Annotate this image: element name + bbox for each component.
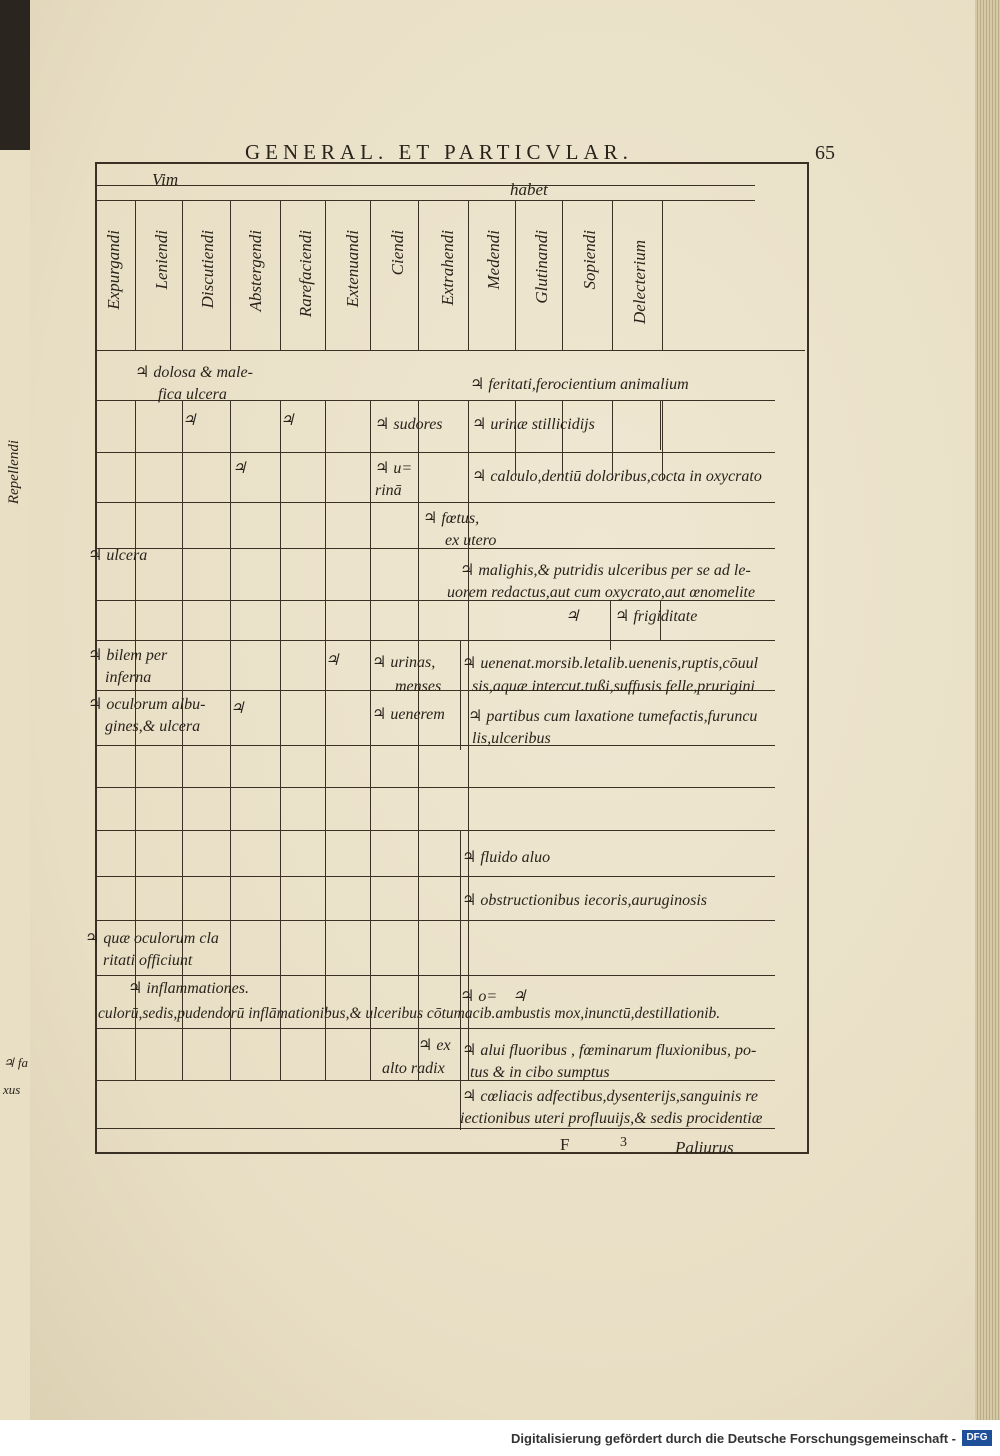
entry-feritati: ♃ feritati,ferocientium animalium [470, 376, 689, 393]
column-header: Discutiendi [198, 230, 217, 309]
entry-dolosa: ♃ dolosa & male- [135, 364, 253, 381]
folio-number: 65 [815, 142, 835, 164]
column-rule [460, 830, 461, 1130]
header-rule [95, 200, 755, 201]
column-header: Delecterium [630, 240, 649, 325]
entry-oculorum-2: gines,& ulcera [105, 718, 201, 735]
column-rule [660, 400, 661, 450]
column-header: Sopiendi [580, 230, 599, 290]
entry-urina-2: rinā [375, 482, 402, 499]
entry-bilem: ♃ bilem per [88, 647, 168, 664]
column-header: Medendi [484, 230, 503, 290]
entry-ex-alto-2: alto radix [382, 1060, 445, 1077]
habet-label: habet [510, 180, 548, 199]
mark-sopiendi: ♃ [565, 608, 580, 625]
entry-malignis-2: uorem redactus,aut cum oxycrato,aut œnomelite [447, 584, 756, 601]
entry-coeliacis: ♃ cœliacis adfectibus,dysenterijs,sanguinis re [462, 1088, 758, 1105]
mark-abstergendi: ♃ [232, 460, 247, 477]
column-rule [515, 200, 516, 350]
column-rule [460, 640, 461, 750]
row-rule [95, 548, 775, 549]
entry-obstructionibus: ♃ obstructionibus iecoris,auruginosis [462, 892, 708, 909]
column-header: Extrahendi [438, 230, 457, 306]
row-rule [95, 787, 775, 788]
dfg-logo: DFG [962, 1430, 992, 1446]
column-rule [610, 600, 611, 650]
column-rule [662, 200, 663, 350]
column-rule [370, 400, 371, 1080]
column-rule [135, 200, 136, 350]
entry-dolosa-2: fica ulcera [158, 386, 227, 403]
entry-partibus-2: lis,ulceribus [472, 730, 551, 747]
header-rule [95, 185, 755, 186]
catchword: Paliurus [675, 1138, 734, 1157]
header-rule [95, 350, 805, 351]
entry-ulcera: ♃ ulcera [88, 547, 148, 564]
column-rule [230, 200, 231, 350]
row-rule [95, 502, 775, 503]
entry-fluido: ♃ fluido aluo [462, 849, 551, 866]
entry-quae-oculorum-2: ritati officiunt [103, 952, 193, 969]
column-header: Expurgandi [104, 230, 123, 310]
row-rule [95, 876, 775, 877]
column-rule [325, 400, 326, 1080]
entry-alui-2: tus & in cibo sumptus [470, 1064, 610, 1081]
previous-page-edge [0, 150, 31, 1420]
mark-extenuandi: ♃ [325, 652, 340, 669]
row-rule [95, 920, 775, 921]
row-rule [95, 640, 775, 641]
column-rule [280, 200, 281, 350]
column-header: Abstergendi [246, 230, 265, 312]
column-rule [468, 200, 469, 350]
entry-foetus: ♃ fœtus, [423, 510, 480, 527]
left-page-fragment: xus [3, 1082, 21, 1097]
column-header: Rarefaciendi [296, 230, 315, 318]
digitization-footer [0, 1420, 1000, 1456]
running-head: GENERAL. ET PARTICVLAR. [245, 140, 633, 164]
left-page-fragment: ♃ fa [3, 1055, 29, 1070]
entry-urina: ♃ u= [375, 460, 413, 477]
column-rule [325, 200, 326, 350]
column-rule [280, 400, 281, 1080]
entry-coeliacis-2: iectionibus uteri profluuijs,& sedis procidentiæ [460, 1110, 763, 1127]
left-page-column-head: Repellendi [6, 440, 22, 505]
entry-urinas-2: menses [395, 678, 442, 695]
column-rule [370, 200, 371, 350]
column-rule [562, 200, 563, 350]
entry-calculo: ♃ calculo,dentiū doloribus,cocta in oxycrato [472, 468, 762, 485]
entry-frigiditate: ♃ frigiditate [615, 608, 698, 625]
vim-label: Vim [152, 170, 179, 189]
mark-abstergendi-2: ♃ [230, 700, 245, 717]
column-rule [418, 200, 419, 350]
entry-sudores: ♃ sudores [375, 416, 443, 433]
entry-bilem-2: inferna [105, 669, 152, 686]
column-rule [418, 400, 419, 1080]
entry-partibus: ♃ partibus cum laxatione tumefactis,furuncu [468, 708, 758, 725]
row-rule [95, 1080, 775, 1081]
mark-discutiendi: ♃ [182, 412, 197, 429]
signature-mark: F [560, 1135, 570, 1154]
entry-o: ♃ o= [460, 988, 498, 1005]
entry-foetus-2: ex utero [445, 532, 497, 549]
column-rule [468, 400, 469, 1080]
entry-culorum: culorū,sedis,pudendorū inflāmationibus,& ulceribus cōtumacib.ambustis mox,inunctū,destillationib. [98, 1005, 721, 1022]
column-header: Glutinandi [532, 230, 551, 304]
row-rule [95, 975, 775, 976]
entry-urinas: ♃ urinas, [372, 654, 436, 671]
column-header: Leniendi [152, 230, 171, 290]
row-rule [95, 1028, 775, 1029]
signature-number: 3 [620, 1135, 627, 1150]
column-rule [612, 200, 613, 350]
entry-uenenat: ♃ uenenat.morsib.letalib.uenenis,ruptis,cōuul [462, 655, 759, 672]
column-header: Ciendi [388, 230, 407, 276]
digitization-note: Digitalisierung gefördert durch die Deutsche Forschungsgemeinschaft - [511, 1431, 956, 1446]
entry-uenenat-2: sis,aquæ intercut.tußi,suffusis felle,prurigini [472, 678, 755, 695]
entry-ex-alto: ♃ ex [418, 1037, 451, 1054]
entry-inflammationes: ♃ inflammationes. [128, 980, 250, 997]
entry-oculorum: ♃ oculorum albu- [88, 696, 206, 713]
entry-uenerem: ♃ uenerem [372, 706, 445, 723]
row-rule [95, 745, 775, 746]
row-rule [95, 830, 775, 831]
column-rule [182, 200, 183, 350]
entry-alui: ♃ alui fluoribus , fœminarum fluxionibus, po- [462, 1042, 757, 1059]
entry-malignis: ♃ malighis,& putridis ulceribus per se ad le- [460, 562, 751, 579]
row-rule [95, 452, 775, 453]
mark-rarefaciendi: ♃ [280, 412, 295, 429]
mark-medendi: ♃ [512, 988, 527, 1005]
entry-quae-oculorum: ♃ quæ oculorum cla [85, 930, 219, 947]
entry-urinae: ♃ urinæ stillicidijs [472, 416, 595, 433]
column-header: Extenuandi [343, 230, 362, 308]
